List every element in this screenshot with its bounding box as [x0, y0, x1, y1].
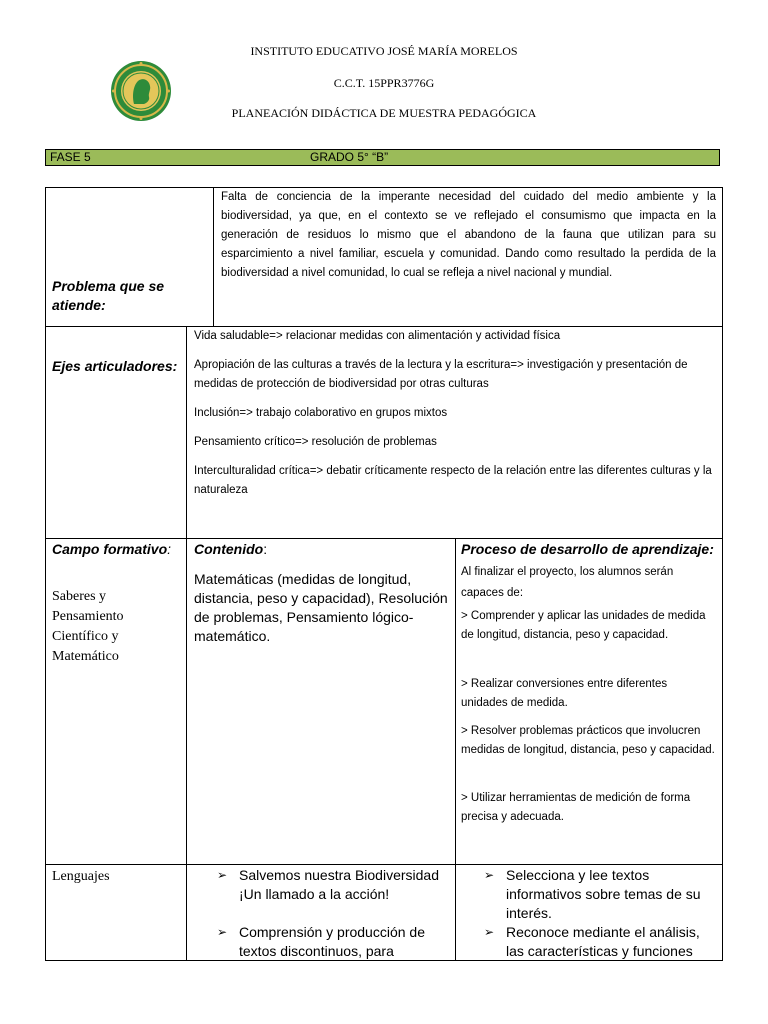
- campo-name: Saberes y Pensamiento Científico y Matemático: [52, 589, 124, 664]
- eje-item: Inclusión=> trabajo colaborativo en grupos mixtos: [194, 407, 448, 419]
- phase-grade-bar: [45, 149, 720, 166]
- eje-item: Pensamiento crítico=> resolución de problemas: [194, 436, 437, 448]
- eje-item: Interculturalidad crítica=> debatir críticamente respecto de la relación entre las diferentes culturas y la naturaleza: [194, 465, 712, 496]
- proceso-item: > Realizar conversiones entre diferentes unidades de medida.: [461, 678, 668, 709]
- ejes-label: Ejes articuladores:: [52, 358, 178, 374]
- proceso-label: Proceso de desarrollo de aprendizaje:: [461, 541, 714, 557]
- problema-label: Problema que se atiende:: [52, 278, 165, 313]
- campo-heading: Campo formativo:: [52, 541, 172, 557]
- contenido-text: Matemáticas (medidas de longitud, distancia, peso y capacidad), Resolución de problemas, Pensamiento lógico-matemático.: [194, 571, 448, 644]
- phase-label: FASE 5: [50, 150, 91, 164]
- problema-text: Falta de conciencia de la imperante necesidad del cuidado del medio ambiente y la biodiversidad, ya que, en el contexto se ve reflejado el consumismo que impacta en la generación de residuos lo mismo que el abandono de la fauna que utilizan para su esparcimiento a nivel familiar, escuela y comunidad. Dando como resultado la perdida de la biodiversidad a nivel comunidad, lo cual se refleja a nivel nacional y mundial.: [221, 191, 716, 279]
- arrow-bullet-icon: ➢: [484, 925, 495, 939]
- eje-item: Vida saludable=> relacionar medidas con alimentación y actividad física: [194, 330, 561, 342]
- school-name: INSTITUTO EDUCATIVO JOSÉ MARÍA MORELOS: [250, 44, 518, 58]
- contenido-heading: Contenido:: [194, 541, 268, 557]
- lenguajes-contenido-item: ➢ Comprensión y producción de textos discontinuos, para: [217, 924, 425, 959]
- arrow-bullet-icon: ➢: [217, 925, 228, 939]
- proceso-item: > Utilizar herramientas de medición de forma precisa y adecuada.: [461, 792, 691, 823]
- proceso-item: > Resolver problemas prácticos que involucren medidas de longitud, distancia, peso y capacidad.: [461, 725, 715, 756]
- eje-item: Apropiación de las culturas a través de la lectura y la escritura=> investigación y presentación de medidas de protección de biodiversidad por otras culturas: [194, 359, 688, 390]
- proceso-intro: Al finalizar el proyecto, los alumnos serán capaces de:: [461, 566, 674, 599]
- lenguajes-label: Lenguajes: [52, 869, 110, 884]
- grade-label: GRADO 5° “B”: [310, 150, 389, 164]
- campo-label: Campo formativo: [52, 541, 168, 557]
- proceso-item: > Comprender y aplicar las unidades de medida de longitud, distancia, peso y capacidad.: [461, 610, 706, 641]
- school-seal-icon: [110, 60, 172, 122]
- arrow-bullet-icon: ➢: [484, 868, 495, 882]
- arrow-bullet-icon: ➢: [217, 868, 228, 882]
- lenguajes-contenido-item: ➢ Salvemos nuestra Biodiversidad ¡Un llamado a la acción!: [217, 867, 439, 902]
- school-cct: C.C.T. 15PPR3776G: [333, 76, 435, 90]
- contenido-label: Contenido: [194, 541, 264, 557]
- lenguajes-proceso-item: ➢ Reconoce mediante el análisis, las características y funciones: [484, 924, 700, 959]
- proceso-heading: [461, 540, 719, 603]
- document-title: PLANEACIÓN DIDÁCTICA DE MUESTRA PEDAGÓGICA: [231, 106, 537, 120]
- lenguajes-proceso-item: ➢ Selecciona y lee textos informativos sobre temas de su interés.: [484, 867, 701, 921]
